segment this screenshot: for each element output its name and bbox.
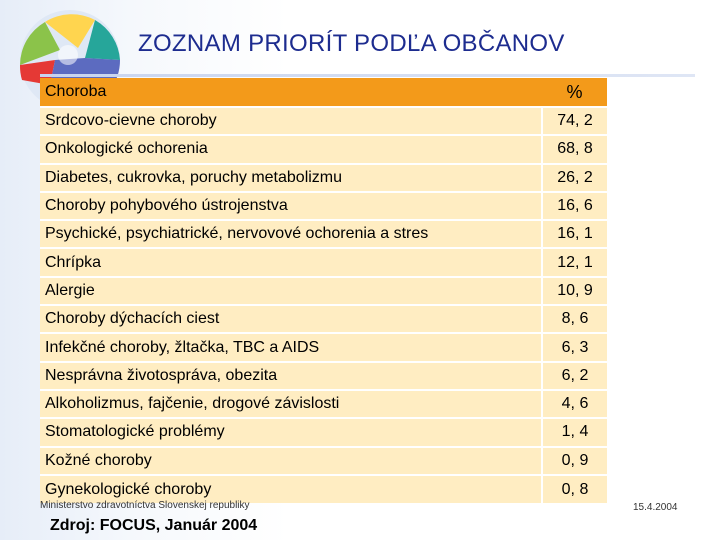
title-divider <box>40 74 695 77</box>
disease-cell: Nesprávna životospráva, obezita <box>40 362 542 390</box>
percent-cell: 4, 6 <box>542 390 607 418</box>
footer-date: 15.4.2004 <box>633 502 678 513</box>
table-row <box>40 135 607 163</box>
table-row <box>40 475 607 503</box>
disease-cell: Psychické, psychiatrické, nervovové ochorenia a stres <box>40 220 542 248</box>
percent-cell: 74, 2 <box>542 107 607 135</box>
percent-cell: 12, 1 <box>542 248 607 276</box>
table-row <box>40 390 607 418</box>
table-row <box>40 248 607 276</box>
table-header-row <box>40 78 607 107</box>
disease-cell: Alkoholizmus, fajčenie, drogové závislosti <box>40 390 542 418</box>
disease-cell: Infekčné choroby, žltačka, TBC a AIDS <box>40 333 542 361</box>
slide-title: ZOZNAM PRIORÍT PODĽA OBČANOV <box>138 30 565 57</box>
disease-cell: Stomatologické problémy <box>40 418 542 446</box>
percent-cell: 26, 2 <box>542 164 607 192</box>
percent-cell: 16, 1 <box>542 220 607 248</box>
table-row <box>40 164 607 192</box>
table-row <box>40 447 607 475</box>
disease-cell: Diabetes, cukrovka, poruchy metabolizmu <box>40 164 542 192</box>
column-header-percent: % <box>542 78 607 107</box>
percent-cell: 0, 9 <box>542 447 607 475</box>
percent-cell: 10, 9 <box>542 277 607 305</box>
column-header-disease: Choroba <box>40 78 542 107</box>
table-row <box>40 220 607 248</box>
table-row <box>40 277 607 305</box>
priorities-table <box>40 78 607 503</box>
table-row <box>40 418 607 446</box>
disease-cell: Gynekologické choroby <box>40 475 542 503</box>
percent-cell: 68, 8 <box>542 135 607 163</box>
percent-cell: 1, 4 <box>542 418 607 446</box>
table-row <box>40 107 607 135</box>
percent-cell: 6, 3 <box>542 333 607 361</box>
table-row <box>40 305 607 333</box>
percent-cell: 8, 6 <box>542 305 607 333</box>
percent-cell: 16, 6 <box>542 192 607 220</box>
disease-cell: Srdcovo-cievne choroby <box>40 107 542 135</box>
percent-cell: 0, 8 <box>542 475 607 503</box>
disease-cell: Choroby pohybového ústrojenstva <box>40 192 542 220</box>
percent-cell: 6, 2 <box>542 362 607 390</box>
disease-cell: Kožné choroby <box>40 447 542 475</box>
disease-cell: Alergie <box>40 277 542 305</box>
disease-cell: Chrípka <box>40 248 542 276</box>
disease-cell: Onkologické ochorenia <box>40 135 542 163</box>
table-row <box>40 362 607 390</box>
footer-ministry: Ministerstvo zdravotníctva Slovenskej republiky <box>40 500 250 511</box>
disease-cell: Choroby dýchacích ciest <box>40 305 542 333</box>
table-row <box>40 333 607 361</box>
table-row <box>40 192 607 220</box>
source-note: Zdroj: FOCUS, Január 2004 <box>50 517 258 534</box>
